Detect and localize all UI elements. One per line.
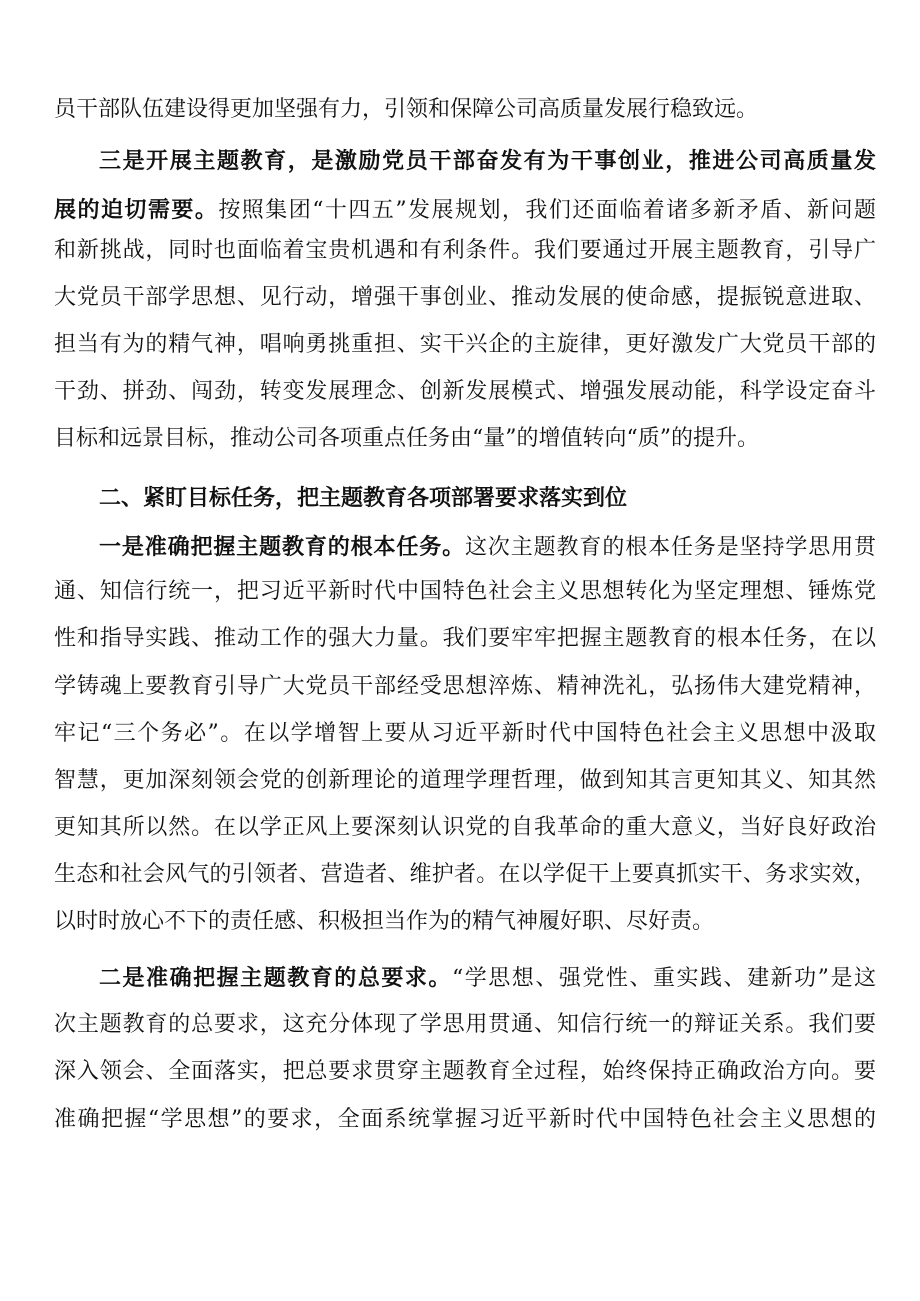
bold-text-segment: 三是开展主题教育，是激励党员干部奋发有为干事创业，推进公司高质量发 (99, 148, 876, 174)
text-line (54, 761, 876, 801)
section-heading (99, 478, 876, 518)
bold-text-segment: 一是准确把握主题教育的根本任务。 (99, 534, 466, 560)
text-segment: 通、知信行统一，把习近平新时代中国特色社会主义思想转化为坚定理想、锤炼党 (54, 579, 876, 604)
text-segment: 更知其所以然。在以学正风上要深刻认识党的自我革命的重大意义，当好良好政治 (54, 815, 876, 840)
text-segment: 目标和远景目标，推动公司各项重点任务由“量”的增值转向“质”的提升。 (54, 426, 759, 451)
text-line (54, 572, 876, 612)
text-line (54, 190, 876, 230)
text-segment: 准确把握“学思想”的要求，全面系统掌握习近平新时代中国特色社会主义思想的 (54, 1107, 876, 1132)
text-segment: 和新挑战，同时也面临着宝贵机遇和有利条件。我们要通过开展主题教育，引导广 (54, 238, 876, 263)
text-line (54, 619, 876, 659)
text-line (54, 90, 876, 130)
text-line (54, 902, 876, 942)
text-line (54, 278, 876, 318)
text-segment: 牢记“三个务必”。在以学增智上要从习近平新时代中国特色社会主义思想中汲取 (54, 721, 876, 746)
bold-text-segment: 二、紧盯目标任务，把主题教育各项部署要求落实到位 (99, 485, 628, 511)
text-line (99, 141, 876, 181)
text-line (54, 1052, 876, 1092)
text-segment: 学铸魂上要教育引导广大党员干部经受思想淬炼、精神洗礼，弘扬伟大建党精神， (54, 674, 876, 699)
text-segment: 生态和社会风气的引领者、营造者、维护者。在以学促干上要真抓实干、务求实效， (54, 862, 876, 887)
text-segment: 大党员干部学思想、见行动，增强干事创业、推动发展的使命感，提振锐意进取、 (54, 285, 876, 310)
text-line (54, 372, 876, 412)
text-segment: 智慧，更加深刻领会党的创新理论的道理学理哲理，做到知其言更知其义、知其然 (54, 768, 876, 793)
text-line (54, 231, 876, 271)
text-line (54, 667, 876, 707)
text-line (54, 714, 876, 754)
text-segment: 员干部队伍建设得更加坚强有力，引领和保障公司高质量发展行稳致远。 (54, 97, 759, 122)
text-line (99, 527, 876, 567)
text-segment: 性和指导实践、推动工作的强大力量。我们要牢牢把握主题教育的根本任务，在以 (54, 626, 876, 651)
text-segment: “学思想、强党性、重实践、建新功”是这 (451, 966, 876, 991)
bold-text-segment: 二是准确把握主题教育的总要求。 (99, 965, 452, 991)
bold-text-segment: 展的迫切需要。 (54, 197, 219, 223)
text-line (54, 325, 876, 365)
text-line (99, 958, 876, 998)
text-segment: 干劲、拼劲、闯劲，转变发展理念、创新发展模式、增强发展动能，科学设定奋斗 (54, 379, 876, 404)
text-segment: 以时时放心不下的责任感、积极担当作为的精气神履好职、尽好责。 (54, 909, 715, 934)
text-line (54, 1005, 876, 1045)
text-line (54, 1100, 876, 1140)
text-line (54, 855, 876, 895)
text-segment: 这次主题教育的根本任务是坚持学思用贯 (465, 535, 876, 560)
text-segment: 担当有为的精气神，唱响勇挑重担、实干兴企的主旋律，更好激发广大党员干部的 (54, 332, 876, 357)
text-line (54, 808, 876, 848)
text-segment: 按照集团“十四五”发展规划，我们还面临着诸多新矛盾、新问题 (218, 198, 876, 223)
text-segment: 深入领会、全面落实，把总要求贯穿主题教育全过程，始终保持正确政治方向。要 (54, 1059, 876, 1084)
text-segment: 次主题教育的总要求，这充分体现了学思用贯通、知信行统一的辩证关系。我们要 (54, 1012, 876, 1037)
text-line (54, 419, 876, 459)
